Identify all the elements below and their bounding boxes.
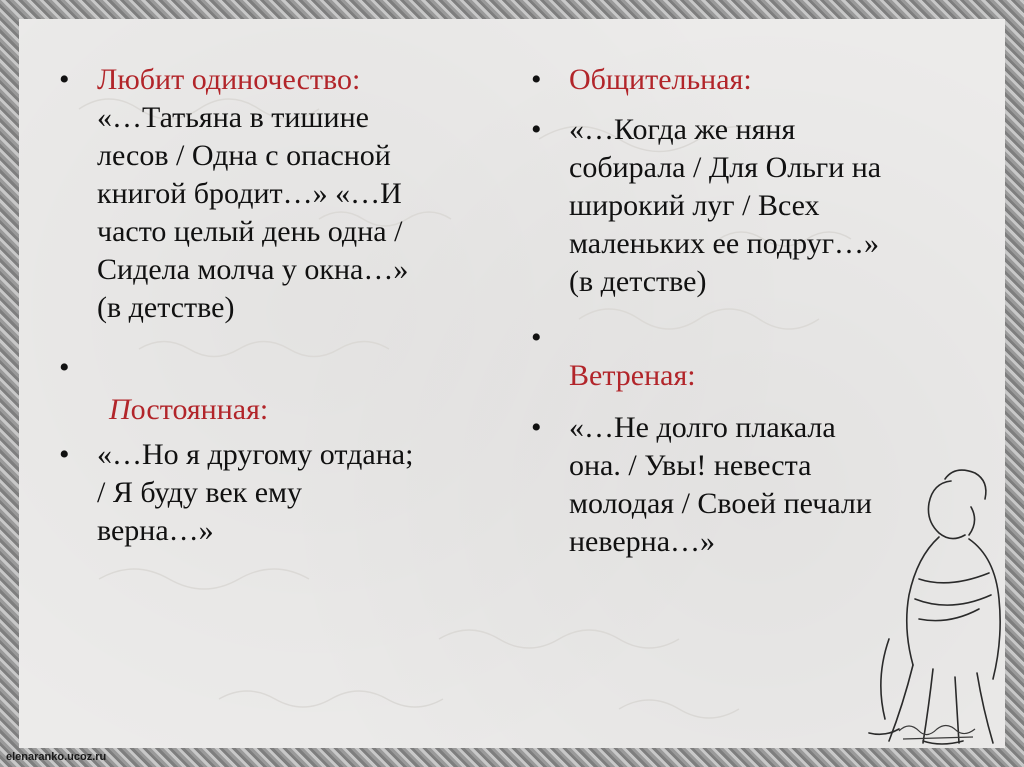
heading-sociable: Общительная:	[569, 63, 752, 96]
quote-text: «…Татьяна в тишине лесов / Одна с опасной книгой бродит…» «…И часто целый день одна / Сидела молча у окна…» (в детстве)	[97, 101, 409, 324]
heading-flighty: Ветреная:	[569, 359, 696, 392]
bullet: •	[531, 411, 542, 444]
bullet: •	[531, 321, 542, 354]
bullet: •	[59, 351, 70, 384]
pushkin-sketch-illustration	[859, 459, 1005, 748]
heading-constant-first-letter: П	[109, 393, 131, 426]
quote-text: «…Когда же няня собирала / Для Ольги на широкий луг / Всех маленьких ее подруг…» (в детстве)	[569, 113, 882, 298]
bullet: •	[531, 63, 542, 96]
heading-constant: остоянная:	[130, 393, 269, 426]
bullet: •	[59, 63, 70, 96]
bullet: •	[59, 438, 70, 471]
quote-text: «…Не долго плакала она. / Увы! невеста молодая / Своей печали неверна…»	[569, 411, 872, 558]
quote-text: «…Но я другому отдана; / Я буду век ему верна…»	[97, 438, 414, 547]
heading-loves-solitude: Любит одиночество:	[97, 63, 361, 96]
slide-paper	[19, 19, 1005, 748]
bullet: •	[531, 113, 542, 146]
source-url: elenaranko.ucoz.ru	[6, 751, 107, 763]
